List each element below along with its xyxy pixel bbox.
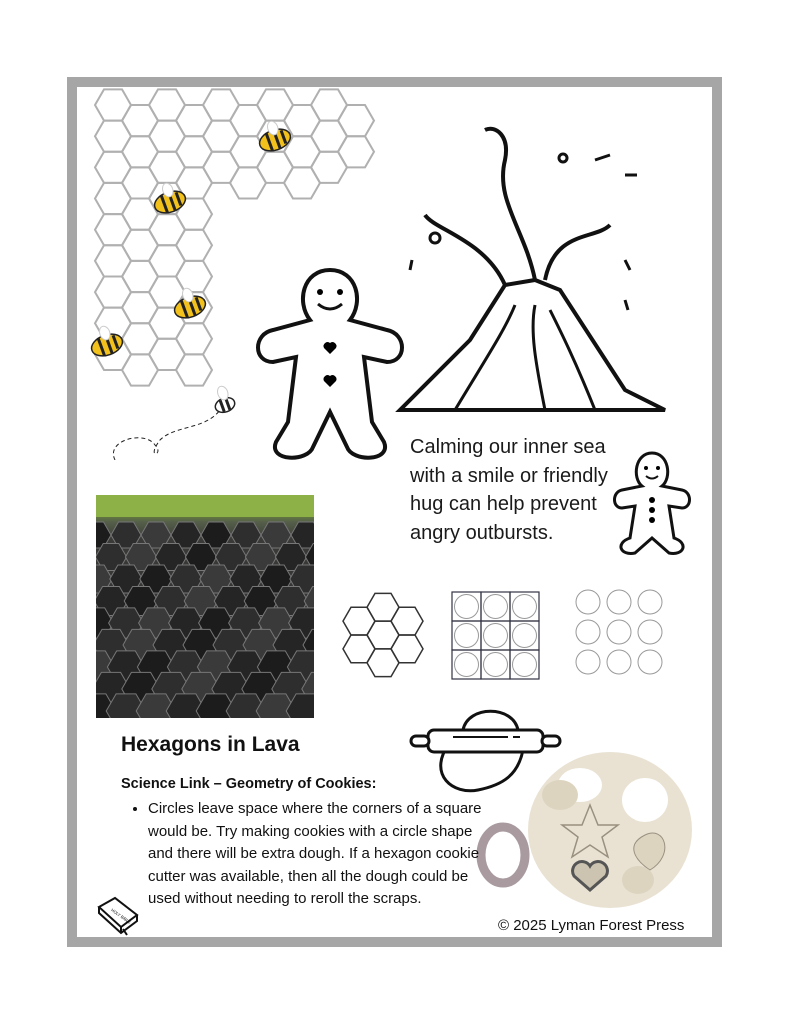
volcano-icon xyxy=(395,120,675,415)
gingerbread-man-icon xyxy=(248,262,413,467)
gingerbread-girl-icon xyxy=(610,448,695,558)
lava-columns-photo xyxy=(96,495,314,718)
circles-grid-icon xyxy=(574,588,669,683)
bible-label: HOLY BIBLE xyxy=(110,907,132,925)
section-title: Hexagons in Lava xyxy=(121,733,300,756)
hexagon-tiling-icon xyxy=(336,585,431,685)
copyright-text: © 2025 Lyman Forest Press xyxy=(498,917,685,934)
calm-message: Calming our inner sea with a smile or friendly hug can help prevent angry outbursts. xyxy=(410,436,608,544)
circles-in-squares-icon xyxy=(450,590,540,680)
science-link-heading: Science Link – Geometry of Cookies: xyxy=(121,776,377,792)
list-item: • Circles leave space where the corners of a square would be. Try making cookies with a circle shape and there will be extra dough. If a hexagon cookie cutter was available, then all the dough could be used without needing to reroll the scraps. xyxy=(148,798,488,911)
science-link-list xyxy=(130,798,488,911)
cookie-dough-icon xyxy=(470,750,705,915)
bible-icon xyxy=(95,895,140,937)
